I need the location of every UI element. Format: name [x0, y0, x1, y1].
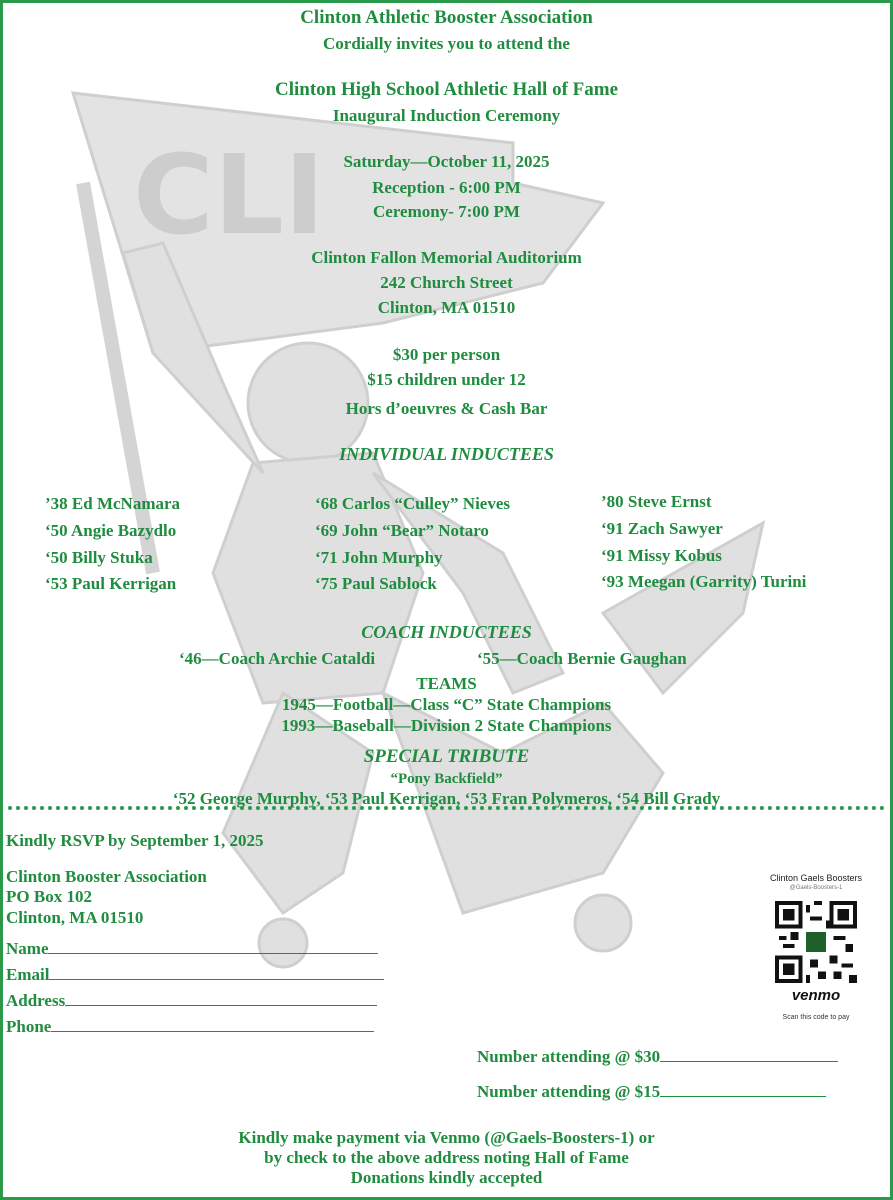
coach-inductee: ‘46—Coach Archie Cataldi	[179, 649, 376, 668]
phone-line	[51, 1017, 374, 1032]
qr-code-icon[interactable]	[775, 901, 857, 983]
venmo-title: Clinton Gaels Boosters	[769, 873, 863, 883]
email-line	[49, 965, 384, 980]
inductee: ‘50 Angie Bazydlo	[45, 521, 177, 540]
event-date: Saturday—October 11, 2025	[343, 152, 550, 171]
rsvp-org: Clinton Booster Association	[6, 867, 207, 886]
inductee: ‘53 Paul Kerrigan	[45, 574, 177, 593]
price-child: $15 children under 12	[367, 370, 526, 389]
attending-15-field[interactable]	[477, 1082, 826, 1102]
attending-30-field[interactable]	[477, 1047, 838, 1067]
event-subtitle: Inaugural Induction Ceremony	[332, 106, 561, 125]
name-label: Name	[6, 939, 49, 958]
venmo-handle: @Gaels-Boosters-1	[789, 885, 843, 891]
teams-heading: TEAMS	[416, 674, 477, 693]
footer-line-3: Donations kindly accepted	[350, 1168, 543, 1187]
address-label: Address	[6, 991, 66, 1010]
name-line	[48, 939, 378, 954]
phone-label: Phone	[6, 1017, 52, 1036]
attending-15-label: Number attending @ $15	[477, 1082, 661, 1101]
event-title: Clinton High School Athletic Hall of Fame	[274, 79, 619, 100]
inductee: ‘68 Carlos “Culley” Nieves	[315, 494, 511, 513]
rsvp-box: PO Box 102	[6, 887, 92, 906]
inductee: ’80 Steve Ernst	[601, 492, 712, 511]
inductee: ‘91 Missy Kobus	[601, 546, 722, 565]
attending-15-line	[660, 1082, 826, 1097]
attending-30-label: Number attending @ $30	[477, 1047, 661, 1066]
inductee: ‘93 Meegan (Garrity) Turini	[601, 572, 807, 591]
tribute-name: “Pony Backfield”	[390, 771, 503, 787]
tribute-members: ‘52 George Murphy, ‘53 Paul Kerrigan, ‘53 Fran Polymeros, ‘54 Bill Grady	[172, 789, 721, 808]
rsvp-deadline: Kindly RSVP by September 1, 2025	[6, 831, 264, 850]
address-line	[65, 991, 377, 1006]
venue-street: 242 Church Street	[380, 273, 513, 292]
inductee: ‘71 John Murphy	[315, 548, 443, 567]
venmo-scan-text: Scan this code to pay	[782, 1014, 850, 1021]
venmo-card[interactable]	[751, 865, 881, 1040]
venue-name: Clinton Fallon Memorial Auditorium	[311, 248, 582, 267]
footer-line-1: Kindly make payment via Venmo (@Gaels-Boosters-1) or	[238, 1128, 655, 1147]
reception-time: Reception - 6:00 PM	[372, 178, 521, 197]
tribute-heading: SPECIAL TRIBUTE	[363, 746, 530, 767]
email-field[interactable]	[6, 965, 384, 985]
inductee: ‘69 John “Bear” Notaro	[315, 521, 489, 540]
team-1945: 1945—Football—Class “C” State Champions	[281, 695, 612, 714]
invite-line: Cordially invites you to attend the	[323, 34, 570, 53]
inductee: ’38 Ed McNamara	[45, 494, 181, 513]
address-field[interactable]	[6, 991, 377, 1011]
attending-30-line	[660, 1047, 838, 1062]
inductee: ‘75 Paul Sablock	[315, 574, 437, 593]
phone-field[interactable]	[6, 1017, 374, 1037]
email-label: Email	[6, 965, 50, 984]
team-1993: 1993—Baseball—Division 2 State Champions	[281, 716, 612, 735]
extras: Hors d’oeuvres & Cash Bar	[345, 399, 548, 418]
inductee: ‘50 Billy Stuka	[45, 548, 153, 567]
dotted-divider	[8, 806, 885, 810]
venue-city: Clinton, MA 01510	[377, 298, 516, 317]
ceremony-time: Ceremony- 7:00 PM	[373, 202, 520, 221]
org-title: Clinton Athletic Booster Association	[300, 7, 593, 28]
venmo-logo: venmo	[791, 987, 841, 1004]
rsvp-city: Clinton, MA 01510	[6, 908, 144, 927]
name-field[interactable]	[6, 939, 378, 959]
coach-inductee: ‘55—Coach Bernie Gaughan	[477, 649, 687, 668]
coach-heading: COACH INDUCTEES	[361, 622, 532, 642]
footer-line-2: by check to the above address noting Hall of Fame	[264, 1148, 629, 1167]
svg-text:CLI: CLI	[133, 131, 325, 259]
inductee: ‘91 Zach Sawyer	[601, 519, 723, 538]
individual-heading: INDIVIDUAL INDUCTEES	[339, 444, 554, 464]
price-adult: $30 per person	[392, 345, 501, 364]
